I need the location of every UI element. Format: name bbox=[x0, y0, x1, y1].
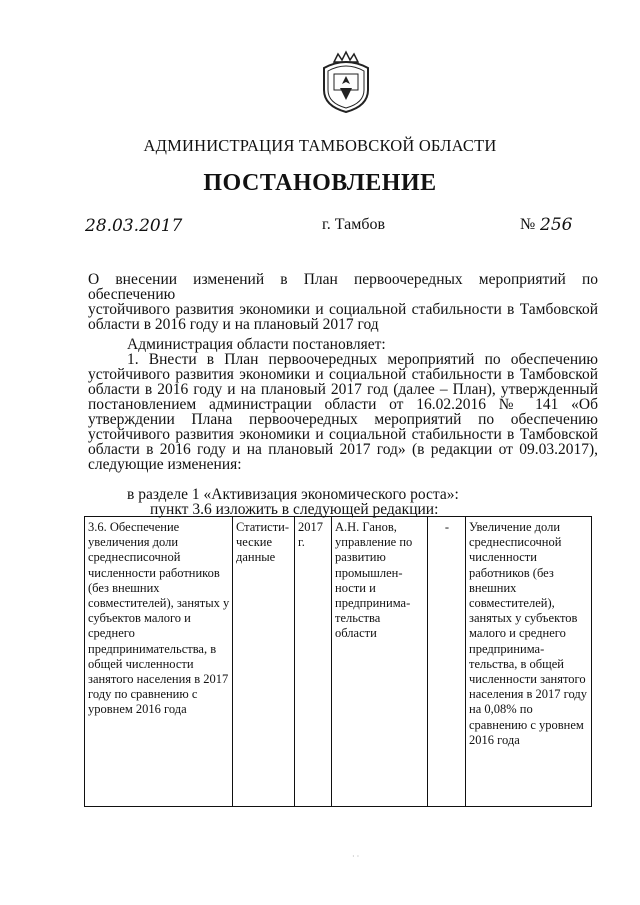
subject-line: устойчивого развития экономики и социальной стабильности в Тамбовской bbox=[88, 301, 598, 318]
document-date: 28.03.2017 bbox=[85, 216, 183, 236]
page-mark: · · bbox=[352, 852, 360, 861]
table-cell-measure: 3.6. Обеспечение увеличения доли среднесписочной численности работников (без внешних совместителей), занятых у субъектов малого и среднего предпринимательства, в общей численности занятого населения в 2017 году по сравнению с уровнем 2016 года bbox=[85, 517, 233, 807]
section-reference: в разделе 1 «Активизация экономического роста»: bbox=[127, 486, 459, 503]
coat-of-arms-icon bbox=[318, 50, 374, 114]
organization-name: АДМИНИСТРАЦИЯ ТАМБОВСКОЙ ОБЛАСТИ bbox=[143, 136, 497, 155]
table-cell-period: 2017 г. bbox=[295, 517, 332, 807]
amendment-table bbox=[84, 516, 592, 807]
document-type-title: ПОСТАНОВЛЕНИЕ bbox=[203, 170, 437, 196]
table-cell-result: Увеличение доли среднесписочной численности работников (без внешних совместителей), занятых у субъектов малого и среднего предпринима-тельства, в общей численности занятого населения в 2017 году на 0,08% по сравнению с уровнем 2016 года bbox=[466, 517, 592, 807]
table-cell-responsible: А.Н. Ганов, управление по развитию промышлен-ности и предпринима-тельства области bbox=[332, 517, 428, 807]
subject-line: О внесении изменений в План первоочередных мероприятий по обеспечению bbox=[88, 271, 598, 303]
number-sign: № bbox=[520, 216, 536, 233]
document-subject bbox=[88, 272, 598, 332]
point-reference: пункт 3.6 изложить в следующей редакции: bbox=[150, 501, 439, 518]
table-cell-funding: - bbox=[428, 517, 466, 807]
subject-line: области в 2016 году и на плановый 2017 год bbox=[88, 316, 379, 333]
preamble: Администрация области постановляет: bbox=[127, 336, 386, 353]
table-row bbox=[85, 517, 592, 807]
table-cell-source: Статисти-ческие данные bbox=[233, 517, 295, 807]
document-city: г. Тамбов bbox=[322, 216, 386, 233]
document-number: 256 bbox=[540, 215, 573, 235]
item-1-paragraph: 1. Внести в План первоочередных мероприятий по обеспечению устойчивого развития экономики и социальной стабильности в Тамбовской области в 2016 году и на плановый 2017 год (далее – План), утвержденный постановлением администрации области от 16.02.2016 № 141 «Об утверждении Плана первоочередных мероприятий по обеспечению устойчивого развития экономики и социальной стабильности в Тамбовской области в 2016 году и на плановый 2017 год» (в редакции от 09.03.2017), следующие изменения: bbox=[88, 351, 598, 473]
